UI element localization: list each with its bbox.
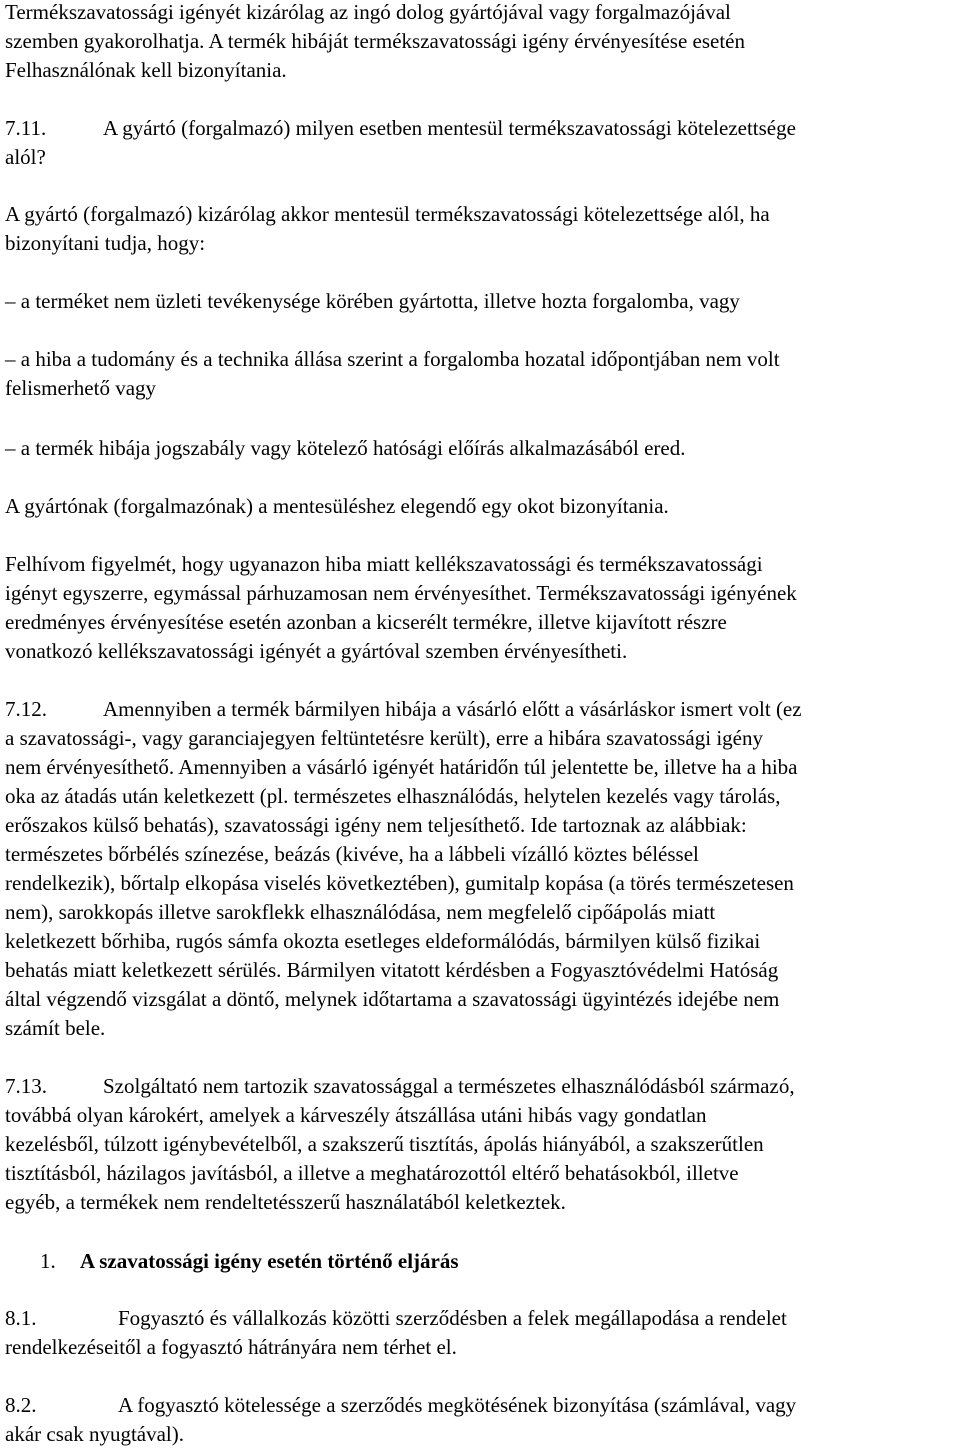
section-number: 7.13.: [5, 1074, 47, 1098]
text-line: eredményes érvényesítése esetén azonban a kicserélt termékre, illetve kijavított részre: [5, 610, 727, 634]
section-first-line: [5, 695, 955, 724]
text-line: számít bele.: [5, 1016, 106, 1040]
exemption-paragraph: [5, 200, 955, 258]
text-line: szemben gyakorolhatja. A termék hibáját termékszavatossági igény érvényesítése esetén: [5, 29, 745, 53]
text-line: Felhívom figyelmét, hogy ugyanazon hiba miatt kellékszavatossági és termékszavatossági: [5, 552, 763, 576]
section-title: A gyártó (forgalmazó) milyen esetben mentesül termékszavatossági kötelezettsége: [103, 116, 796, 140]
section-8-2: [5, 1391, 955, 1449]
text-line: erőszakos külső behatás), szavatossági igény nem teljesíthető. Ide tartoznak az alábbiak:: [5, 813, 747, 837]
text-line: behatás miatt keletkezett sérülés. Bármilyen vitatott kérdésben a Fogyasztóvédelmi Hatóság: [5, 958, 779, 982]
text-line: kezelésből, túlzott igénybevételből, a szakszerű tisztítás, ápolás hiányából, a szakszerűtlen: [5, 1132, 764, 1156]
text-line: nem), sarokkopás illetve sarokflekk elhasználódása, nem megfelelő cipőápolás miatt: [5, 900, 716, 924]
text-line: Felhasználónak kell bizonyítania.: [5, 58, 287, 82]
text-line: rendelkezéseitől a fogyasztó hátrányára nem térhet el.: [5, 1335, 457, 1359]
section-7-12: [5, 695, 955, 1043]
text-line: továbbá olyan károkért, amelyek a kárveszély átszállása utáni hibás vagy gondatlan: [5, 1103, 707, 1127]
one-reason-paragraph: [5, 492, 955, 521]
section-first-line: [5, 1391, 955, 1420]
text-line: keletkezett bőrhiba, rugós sámfa okozta esetleges eldeformálódás, bármilyen külső fizikai: [5, 929, 761, 953]
section-text: Fogyasztó és vállalkozás közötti szerződésben a felek megállapodása a rendelet: [118, 1306, 787, 1330]
section-7-13: [5, 1072, 955, 1217]
section-7-11: [5, 114, 955, 172]
text-line: igényt egyszerre, egymással párhuzamosan nem érvényesíthet. Termékszavatossági igényének: [5, 581, 797, 605]
heading-number: 1.: [40, 1249, 56, 1273]
text-line: tisztításból, házilagos javításból, a illetve a meghatározottól eltérő behatásokból, illetve: [5, 1161, 739, 1185]
exemption-list-item: [5, 287, 955, 316]
section-number: 7.12.: [5, 697, 47, 721]
text-line: vonatkozó kellékszavatossági igényét a gyártóval szemben érvényesítheti.: [5, 639, 628, 663]
section-text: A fogyasztó kötelessége a szerződés megkötésének bizonyítása (számlával, vagy: [118, 1393, 797, 1417]
section-first-line: [5, 1072, 955, 1101]
text-line: egyéb, a termékek nem rendeltetésszerű használatából keletkeztek.: [5, 1190, 566, 1214]
section-first-line: [5, 1304, 955, 1333]
heading-line: [40, 1247, 459, 1276]
section-title-cont: alól?: [5, 145, 46, 169]
text-line: A gyártó (forgalmazó) kizárólag akkor mentesül termékszavatossági kötelezettsége alól, ha: [5, 202, 770, 226]
text-line: nem érvényesíthető. Amennyiben a vásárló igényét határidőn túl jelentette be, illetve ha a hiba: [5, 755, 798, 779]
section-number: 7.11.: [5, 116, 47, 140]
heading-text: A szavatossági igény esetén történő eljárás: [80, 1249, 459, 1273]
list-item-text: – a termék hibája jogszabály vagy kötelező hatósági előírás alkalmazásából ered.: [5, 436, 686, 460]
section-text: Amennyiben a termék bármilyen hibája a vásárló előtt a vásárláskor ismert volt (ez: [103, 697, 802, 721]
list-item-text: – a hiba a tudomány és a technika állása szerint a forgalomba hozatal időpontjában nem volt: [5, 347, 780, 371]
text-line: Termékszavatossági igényét kizárólag az ingó dolog gyártójával vagy forgalmazójával: [5, 0, 731, 24]
exemption-list-item: [5, 345, 955, 403]
section-heading: [40, 1247, 459, 1276]
attention-paragraph: [5, 550, 955, 666]
text-line: természetes bőrbélés színezése, beázás (kivéve, ha a lábbeli vízálló köztes béléssel: [5, 842, 699, 866]
text-line: A gyártónak (forgalmazónak) a mentesüléshez elegendő egy okot bizonyítania.: [5, 494, 669, 518]
text-line: akár csak nyugtával).: [5, 1422, 185, 1446]
text-line: bizonyítani tudja, hogy:: [5, 231, 206, 255]
section-heading-line: [5, 114, 955, 143]
exemption-list-item: [5, 434, 955, 463]
list-item-text: – a terméket nem üzleti tevékenysége körében gyártotta, illetve hozta forgalomba, vagy: [5, 289, 740, 313]
text-line: oka az átadás után keletkezett (pl. természetes elhasználódás, helytelen kezelés vagy tárolás,: [5, 784, 781, 808]
section-8-1: [5, 1304, 955, 1362]
list-item-text: felismerhető vagy: [5, 376, 157, 400]
text-line: által végzendő vizsgálat a döntő, melynek időtartama a szavatossági ügyintézés idejébe nem: [5, 987, 780, 1011]
section-number: 8.1.: [5, 1306, 37, 1330]
text-line: a szavatossági-, vagy garanciajegyen feltüntetésre került), erre a hibára szavatossági igény: [5, 726, 763, 750]
section-number: 8.2.: [5, 1393, 37, 1417]
section-text: Szolgáltató nem tartozik szavatossággal a természetes elhasználódásból származó,: [103, 1074, 795, 1098]
text-line: rendelkezik), bőrtalp elkopása viselés következtében), gumitalp kopása (a törés természetesen: [5, 871, 794, 895]
intro-paragraph: [5, 0, 955, 85]
